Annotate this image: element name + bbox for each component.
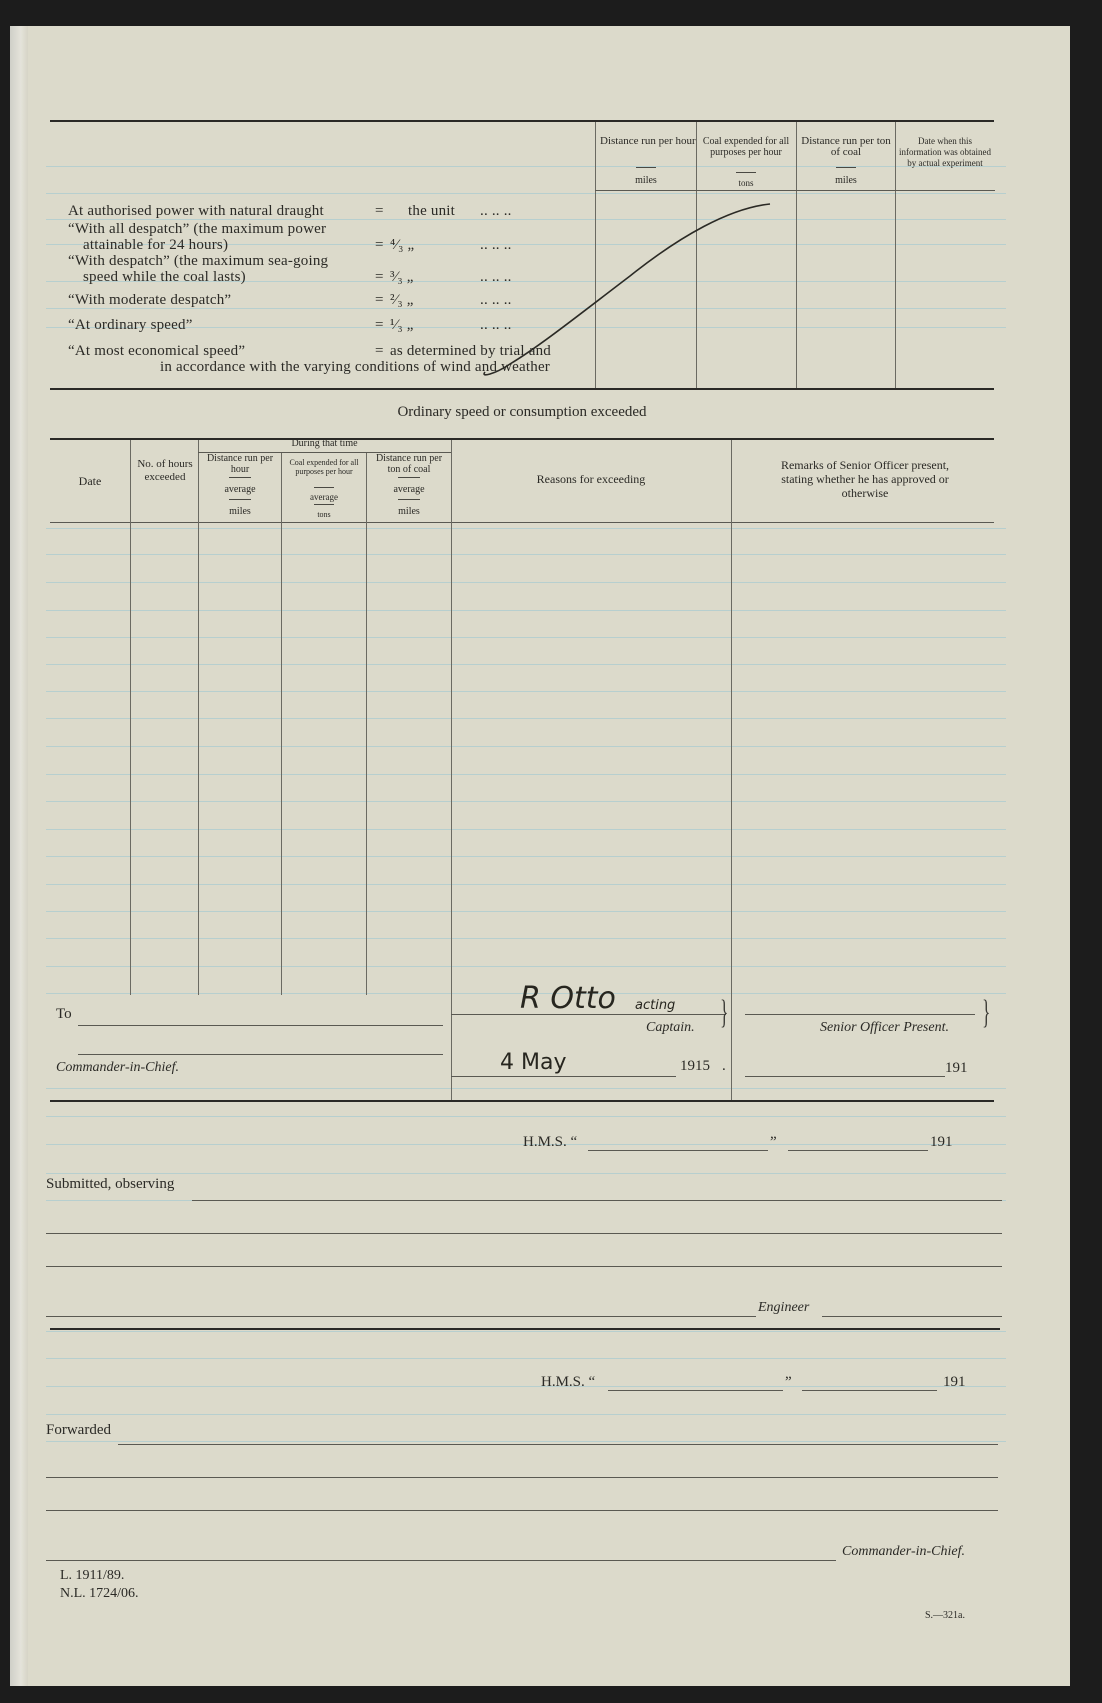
row-ordinary-label: “At ordinary speed” [68, 317, 193, 333]
forwarded-hms: H.M.S. “ [541, 1374, 596, 1390]
header-date-obtained: Date when this information was obtained by actual experiment [899, 136, 991, 168]
cancel-pen-stroke [470, 196, 790, 386]
acting-annotation: acting [635, 998, 676, 1013]
commander-label: Commander-in-Chief. [56, 1060, 179, 1075]
col-coal-avg: average [310, 492, 338, 502]
col-coal-unit: tons [317, 510, 331, 519]
footer-form-number: S.—321a. [925, 1610, 965, 1621]
forwarded-commander-label: Commander-in-Chief. [842, 1544, 965, 1559]
row-moderate-label: “With moderate despatch” [68, 292, 232, 308]
col-coal-header: Coal expended for all purposes per hour [289, 458, 359, 476]
col-reasons-header: Reasons for exceeding [536, 472, 646, 486]
forwarded-year: 191 [943, 1374, 966, 1390]
row-economical-value: as determined by trial and [390, 343, 551, 359]
footer-ref-1: L. 1911/89. [60, 1568, 125, 1583]
col-distance-unit: miles [229, 506, 251, 517]
engineer-label: Engineer [758, 1300, 810, 1315]
row-despatch-value: ³⁄₃ „ [390, 269, 414, 285]
table1-bottom-rule [50, 388, 994, 390]
row-ordinary-dots: .. .. .. [480, 317, 512, 333]
submitted-bottom-rule [50, 1328, 1000, 1330]
unit-tons: tons [738, 178, 754, 188]
col-per-ton-unit: miles [398, 506, 420, 517]
date-handwritten: 4 May [500, 1050, 567, 1075]
col-distance-avg: average [224, 484, 256, 495]
row-ordinary-eq: = [375, 317, 384, 333]
row-authorised-value: the unit [408, 203, 456, 219]
table1-top-rule [50, 120, 994, 122]
row-economical-label: “At most economical speed” [68, 343, 246, 359]
signature-bottom-rule [50, 1100, 994, 1102]
section-title: Ordinary speed or consumption exceeded [397, 404, 647, 420]
year-1915: 1915 [680, 1058, 710, 1074]
row-despatch-dots: .. .. .. [480, 269, 512, 285]
table2-top-rule [50, 438, 994, 440]
row-authorised-eq: = [375, 203, 384, 219]
form-page: Distance run per hour Coal expended for all purposes per hour Distance run per ton of coal Date when this information was obtained by actual experiment miles tons miles At authorised power with natural draught = the unit .. .. .. “With all despatch” (the maximum power attainable for 24 hours) = ⁴⁄₃ „ .. .. .. “With despatch” (the maximum sea-going speed while the coal lasts) = ³⁄₃ „ .. .. .. “With moderate despatch” = ²⁄₃ „ .. .. .. “At ordinary speed” = ¹⁄₃ „ .. .. .. “At most economical speed” = as determined by trial and in accordance with the varying conditions of wind and weather Ordinary speed or consumption exceeded Date No. of hours exceeded During that time Distance run per hour average miles Coal expended for all purposes per hour average tons Distance run per ton of coal average miles Reasons for exceeding Remarks of Senior Officer present, stating whether he has approved or otherwise To Commander-in-Chief. R Otto acting Captain. } 4 May 1915 . Senior Officer Present. } 191 H.M.S. “ ” 191 Submitted, observing Engineer H.M.S. “ ” 191 Forwarded Commander-in-Chief. L. 1911/89. N.L. 1724/06. S.—321a. [10, 26, 1070, 1686]
submitted-close-quote: ” [770, 1134, 777, 1150]
unit-miles-1: miles [635, 175, 657, 186]
row-moderate-value: ²⁄₃ „ [390, 292, 414, 308]
senior-officer-label: Senior Officer Present. [820, 1020, 949, 1035]
row-moderate-dots: .. .. .. [480, 292, 512, 308]
captain-signature: R Otto [520, 981, 616, 1016]
unit-miles-2: miles [835, 175, 857, 186]
col-per-ton-avg: average [393, 484, 425, 495]
row-moderate-eq: = [375, 292, 384, 308]
col-per-ton-header: Distance run per ton of coal [375, 453, 443, 475]
captain-label: Captain. [646, 1020, 695, 1035]
col-date-header: Date [78, 474, 102, 488]
row-ordinary-value: ¹⁄₃ „ [390, 317, 414, 333]
row-authorised-label: At authorised power with natural draught [68, 203, 324, 219]
submitted-hms: H.M.S. “ [523, 1134, 578, 1150]
row-all-despatch-value: ⁴⁄₃ „ [390, 237, 415, 253]
footer-ref-2: N.L. 1724/06. [60, 1586, 139, 1601]
row-authorised-dots: .. .. .. [480, 203, 512, 219]
submitted-year: 191 [930, 1134, 953, 1150]
page-spine [10, 26, 28, 1686]
to-label: To [56, 1006, 72, 1022]
submitted-observing-label: Submitted, observing [46, 1176, 175, 1192]
row-despatch-label2: speed while the coal lasts) [83, 269, 246, 285]
row-despatch-eq: = [375, 269, 384, 285]
row-all-despatch-eq: = [375, 237, 384, 253]
year-period: . [722, 1058, 726, 1074]
row-all-despatch-dots: .. .. .. [480, 237, 512, 253]
during-that-time-header: During that time [291, 438, 358, 449]
forwarded-close-quote: ” [785, 1374, 792, 1390]
header-distance-run: Distance run per hour [600, 135, 696, 147]
row-all-despatch-label2: attainable for 24 hours) [83, 237, 229, 253]
row-economical-eq: = [375, 343, 384, 359]
header-coal-expended: Coal expended for all purposes per hour [702, 136, 790, 158]
row-despatch-label: “With despatch” (the maximum sea-going [68, 253, 329, 269]
header-distance-per-ton: Distance run per ton of coal [801, 135, 891, 158]
col-hours-header: No. of hours exceeded [137, 458, 193, 483]
row-economical-label2: in accordance with the varying conditions of wind and weather [160, 359, 550, 375]
col-remarks-header: Remarks of Senior Officer present, stating whether he has approved or otherwise [780, 458, 950, 500]
col-distance-header: Distance run per hour [206, 453, 274, 475]
row-all-despatch-label: “With all despatch” (the maximum power [68, 221, 327, 237]
forwarded-label: Forwarded [46, 1422, 111, 1438]
year-191-sig: 191 [945, 1060, 968, 1076]
